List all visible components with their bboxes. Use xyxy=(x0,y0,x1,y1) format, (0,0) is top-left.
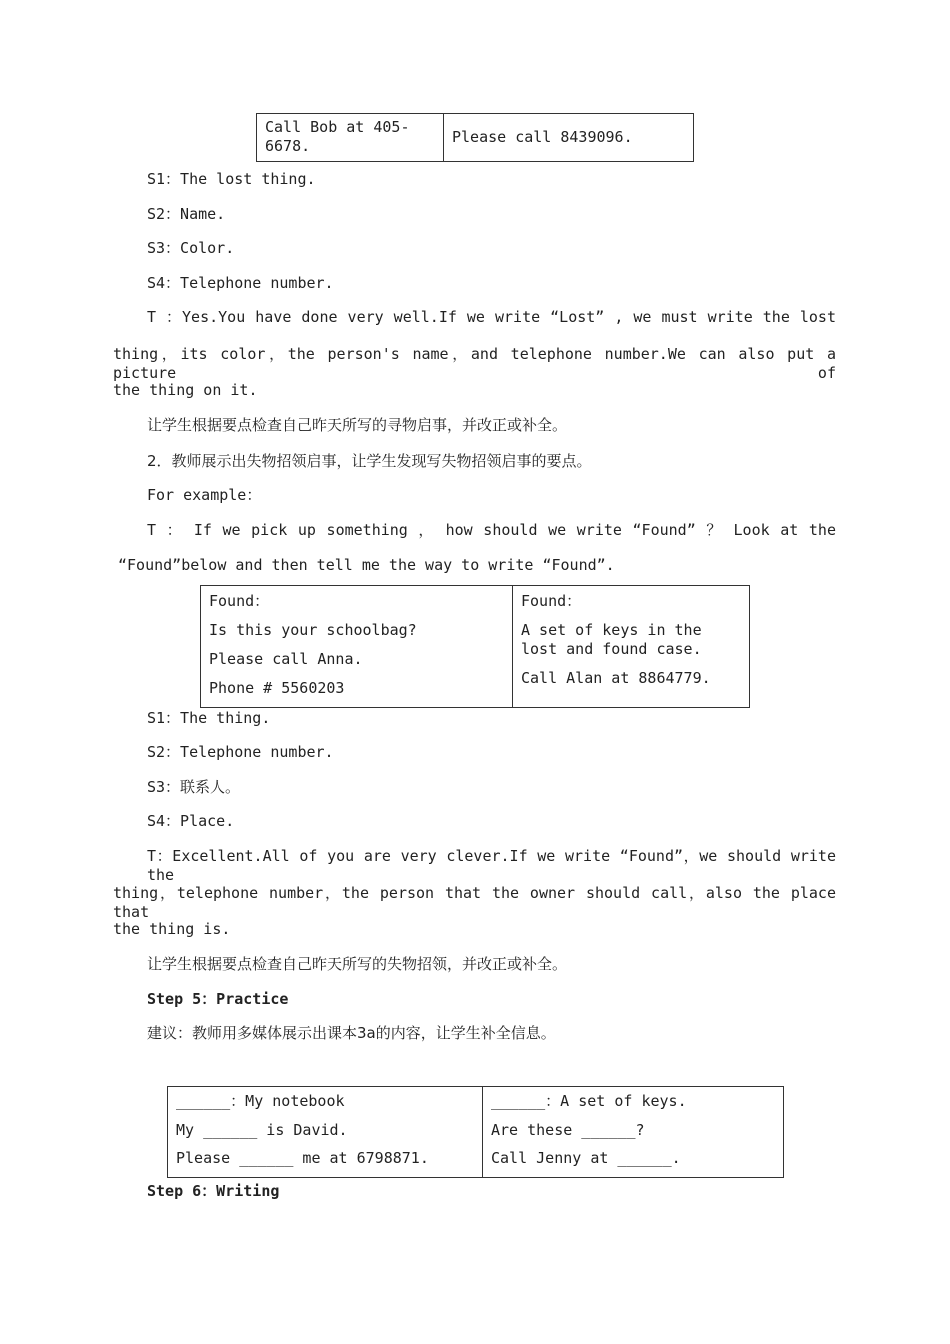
dialogue-line: S3：联系人。 xyxy=(147,778,241,796)
contact-table xyxy=(256,113,694,162)
notice-line: Found： xyxy=(521,592,582,610)
teacher-paragraph-line: “Found”below and then tell me the way to write “Found”. xyxy=(118,556,615,574)
step-heading: Step 5：Practice xyxy=(147,990,289,1008)
dialogue-line: S2：Name. xyxy=(147,205,226,223)
practice-line: ______：A set of keys. xyxy=(491,1092,687,1110)
found-notice-right xyxy=(513,586,750,708)
contact-cell-right: Please call 8439096. xyxy=(444,114,694,162)
notice-line: Found： xyxy=(209,592,270,610)
dialogue-line: S4：Place. xyxy=(147,812,235,830)
teacher-paragraph-line: the thing on it. xyxy=(113,381,258,399)
instruction-note: 让学生根据要点检查自己昨天所写的失物招领，并改正或补全。 xyxy=(147,955,568,973)
notice-line: Please call Anna. xyxy=(209,650,363,668)
practice-line: Are these ______? xyxy=(491,1120,645,1139)
teacher-paragraph-line: T ： If we pick up something ， how should we write “Found” ？ Look at the xyxy=(147,521,836,539)
notice-line: Call Alan at 8864779. xyxy=(521,669,711,687)
step-heading: Step 6：Writing xyxy=(147,1182,280,1200)
notice-line: Is this your schoolbag? xyxy=(209,621,417,639)
practice-line: My ______ is David. xyxy=(176,1120,348,1139)
practice-table xyxy=(167,1086,784,1178)
notice-line: Phone # 5560203 xyxy=(209,679,345,697)
practice-right xyxy=(483,1087,784,1178)
teacher-paragraph-line: thing，its color，the person's name，and telephone number.We can also put a picture of xyxy=(113,345,836,382)
contact-cell-left: Call Bob at 405-6678. xyxy=(257,114,444,162)
teacher-paragraph-line: T：Excellent.All of you are very clever.If we write “Found”，we should write the xyxy=(147,847,836,884)
notice-line: A set of keys in the lost and found case. xyxy=(521,621,702,658)
dialogue-line: S2：Telephone number. xyxy=(147,743,334,761)
teacher-paragraph-line: thing，telephone number，the person that the owner should call，also the place that xyxy=(113,884,836,921)
step-heading: 2．教师展示出失物招领启事，让学生发现写失物招领启事的要点。 xyxy=(147,452,592,470)
found-notice-left xyxy=(201,586,513,708)
dialogue-line: S1：The lost thing. xyxy=(147,170,316,188)
suggestion-note: 建议：教师用多媒体展示出课本3a的内容，让学生补全信息。 xyxy=(147,1024,556,1042)
practice-line: Please ______ me at 6798871. xyxy=(176,1149,429,1167)
instruction-note: 让学生根据要点检查自己昨天所写的寻物启事，并改正或补全。 xyxy=(147,416,568,434)
practice-line: ______：My notebook xyxy=(176,1092,345,1110)
for-example-label: For example： xyxy=(147,486,262,504)
dialogue-line: S1：The thing. xyxy=(147,709,271,727)
found-notice-table xyxy=(200,585,750,708)
teacher-paragraph-line: the thing is. xyxy=(113,920,231,938)
dialogue-line: S3：Color. xyxy=(147,239,235,257)
dialogue-line: S4：Telephone number. xyxy=(147,274,334,292)
teacher-paragraph-line: T ：Yes.You have done very well.If we write “Lost” , we must write the lost xyxy=(147,308,836,326)
practice-left xyxy=(168,1087,483,1178)
practice-line: Call Jenny at ______. xyxy=(491,1149,681,1167)
